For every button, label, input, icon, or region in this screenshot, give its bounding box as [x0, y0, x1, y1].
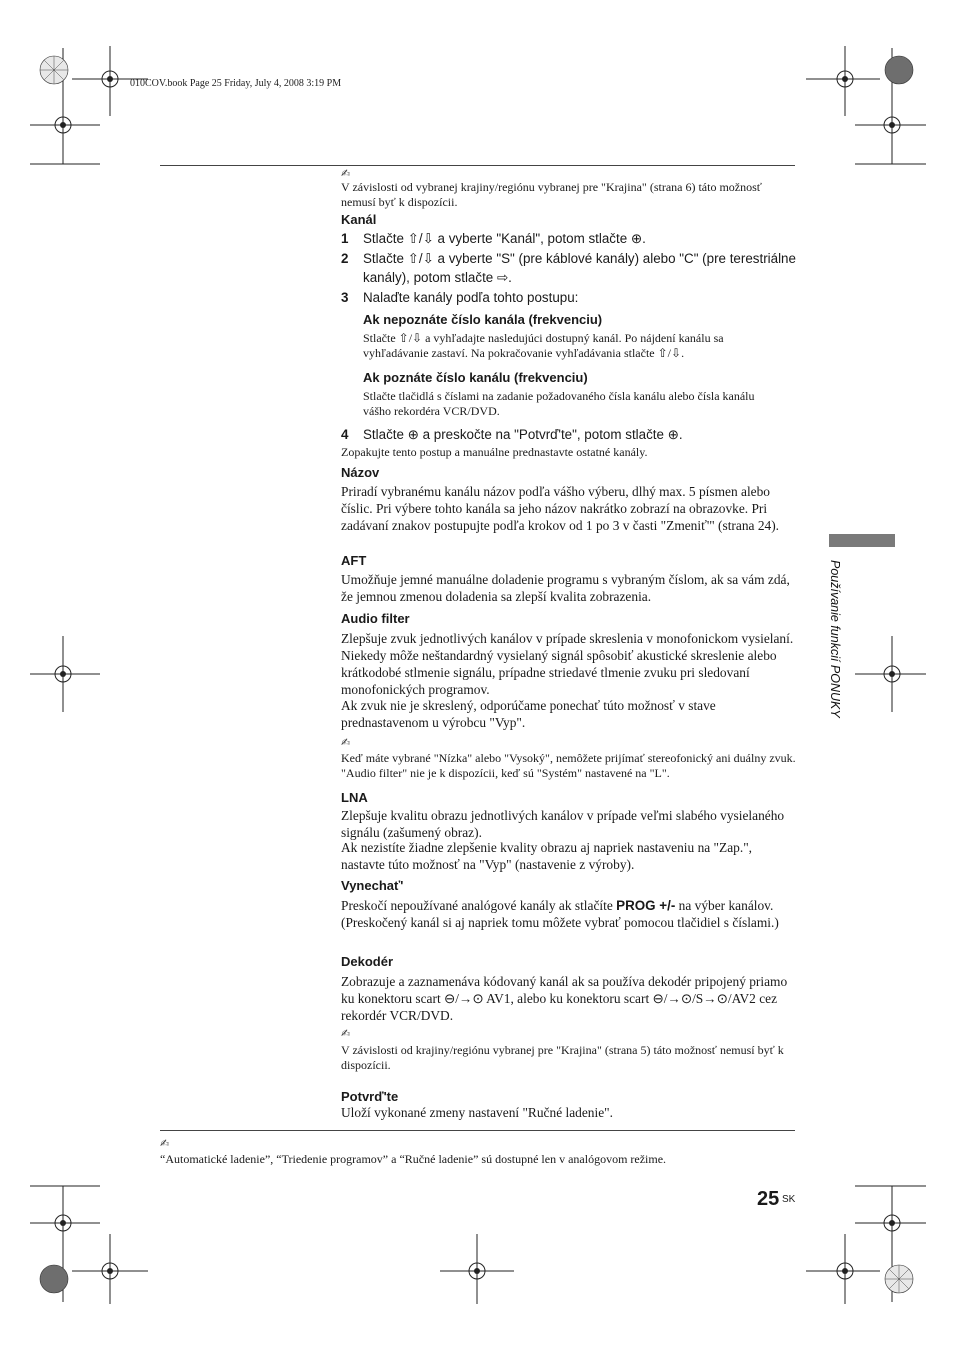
- section-label: [828, 560, 844, 760]
- note-icon: ✍: [341, 736, 351, 749]
- step-number: 1: [341, 231, 349, 246]
- prog-button-label: PROG +/-: [616, 898, 676, 913]
- availability-note: V závislosti od vybranej krajiny/regiónu vybranej pre "Krajina" (strana 6) táto možnosť nemusí byť k dispozícii.: [341, 180, 762, 209]
- kanal-sub2-heading: Ak poznáte číslo kanálu (frekvenciu): [363, 370, 588, 385]
- note-icon: ✍: [341, 167, 351, 180]
- lna-text-2: Ak nezistíte žiadne zlepšenie kvality obrazu aj napriek nastaveniu na "Zap.", nastavte túto možnosť na "Vyp" (nastavenie z výroby).: [341, 840, 753, 872]
- step-number: 2: [341, 251, 349, 266]
- kanal-step-4: [341, 425, 797, 444]
- nazov-text: Priradí vybranému kanálu názov podľa vášho výberu, dlhý max. 5 písmen alebo číslic. Pri výbere tohto kanála sa jeho názov nakrátko zobrazí na obrazovke. Pri zadávaní znakov postupujte podľa krokov od 1 po 3 v časti "Zmeniť'" (strana 24).: [341, 484, 780, 533]
- step-text: Nalaďte kanály podľa tohto postupu:: [363, 290, 579, 305]
- aft-text: Umožňuje jemné manuálne doladenie programu s vybraným číslom, ak sa vám zdá, že jemnou zmenou doladenia sa zlepší kvalita zobrazenia.: [341, 572, 790, 604]
- lna-text-1: Zlepšuje kvalitu obrazu jednotlivých kanálov v prípade veľmi slabého vysielaného signálu (zašumený obraz).: [341, 808, 785, 840]
- step-text: Stlačte ⇧/⇩ a vyberte "S" (pre káblové kanály) alebo "C" (pre terestriálne kanály), potom stlačte ⇨.: [363, 251, 796, 285]
- page-number: 25: [757, 1188, 780, 1210]
- lna-heading: LNA: [341, 790, 368, 805]
- potvrdte-text: Uloží vykonané zmeny nastavení "Ručné ladenie".: [341, 1105, 613, 1120]
- note-icon: ✍: [160, 1137, 170, 1150]
- kanal-heading: Kanál: [341, 212, 377, 227]
- bottom-rule: [160, 1130, 795, 1131]
- dekoder-text: Zobrazuje a zaznamenáva kódovaný kanál ak sa používa dekodér pripojený priamo ku konektoru scart ⊖/→⊙ AV1, alebo ku konektoru scart ⊖/→⊙/S→⊙/AV2 cez rekordér VCR/DVD.: [341, 974, 788, 1023]
- kanal-repeat: Zopakujte tento postup a manuálne prednastavte ostatné kanály.: [341, 445, 648, 459]
- section-tab: [829, 534, 895, 547]
- vynechat-text-b: na výber kanálov. (Preskočený kanál si aj napriek tomu môžete vybrať pomocou tlačidiel s číslami.): [341, 898, 779, 930]
- note-icon: ✍: [341, 1027, 351, 1040]
- audio-heading: Audio filter: [341, 611, 410, 626]
- audio-text-1: Zlepšuje zvuk jednotlivých kanálov v prípade skreslenia v monofonickom vysielaní. Niekedy môže neštandardný vysielaný signál spôsobiť akustické skreslenie alebo krátkodobé stlmenie signálu, prípadne striedavé tlmenie zvuku pri sledovaní monofonických programov.: [341, 631, 794, 697]
- kanal-sub2-text: Stlačte tlačidlá s číslami na zadanie požadovaného čísla kanálu alebo čísla kanálu vášho rekordéra VCR/DVD.: [363, 389, 755, 418]
- potvrdte-heading: Potvrď'te: [341, 1089, 399, 1104]
- kanal-sub1-text: Stlačte ⇧/⇩ a vyhľadajte nasledujúci dostupný kanál. Po nájdení kanálu sa vyhľadávanie zastaví. Na pokračovanie vyhľadávania stlačte ⇧/⇩.: [363, 331, 724, 360]
- dekoder-note: V závislosti od krajiny/regiónu vybranej pre "Krajina" (strana 5) táto možnosť nemusí byť k dispozícii.: [341, 1043, 784, 1072]
- aft-heading: AFT: [341, 553, 367, 568]
- audio-text-2: Ak zvuk nie je skreslený, odporúčame ponechať túto možnosť v stave prednastavenom u výrobcu "Vyp".: [341, 698, 716, 730]
- section-label-text: Používanie funkcií PONUKY: [828, 560, 842, 718]
- top-rule: [160, 165, 795, 166]
- vynechat-heading: Vynechať': [341, 878, 404, 893]
- audio-note: Keď máte vybrané "Nízka" alebo "Vysoký", nemôžete prijímať stereofonický ani duálny zvuk. "Audio filter" nie je k dispozícii, keď sú "Systém" nastavené na "L".: [341, 751, 796, 780]
- page-language: SK: [782, 1194, 796, 1205]
- vynechat-text: [341, 897, 797, 931]
- dekoder-heading: Dekodér: [341, 954, 394, 969]
- nazov-heading: Názov: [341, 465, 380, 480]
- step-number: 4: [341, 427, 349, 442]
- file-header: 010COV.book Page 25 Friday, July 4, 2008 3:19 PM: [130, 78, 342, 89]
- step-text: Stlačte ⊕ a preskočte na "Potvrď'te", potom stlačte ⊕.: [363, 427, 683, 442]
- vynechat-text-a: Preskočí nepoužívané analógové kanály ak stlačíte: [341, 898, 617, 913]
- kanal-step-2: [341, 249, 797, 287]
- kanal-sub1-heading: Ak nepoznáte číslo kanála (frekvenciu): [363, 312, 603, 327]
- kanal-step-1: [341, 229, 797, 248]
- step-number: 3: [341, 290, 349, 305]
- step-text: Stlačte ⇧/⇩ a vyberte "Kanál", potom stlačte ⊕.: [363, 231, 646, 246]
- footer-note: “Automatické ladenie”, “Triedenie programov” a “Ručné ladenie” sú dostupné len v analógovom režime.: [160, 1152, 667, 1166]
- kanal-step-3: [341, 288, 797, 307]
